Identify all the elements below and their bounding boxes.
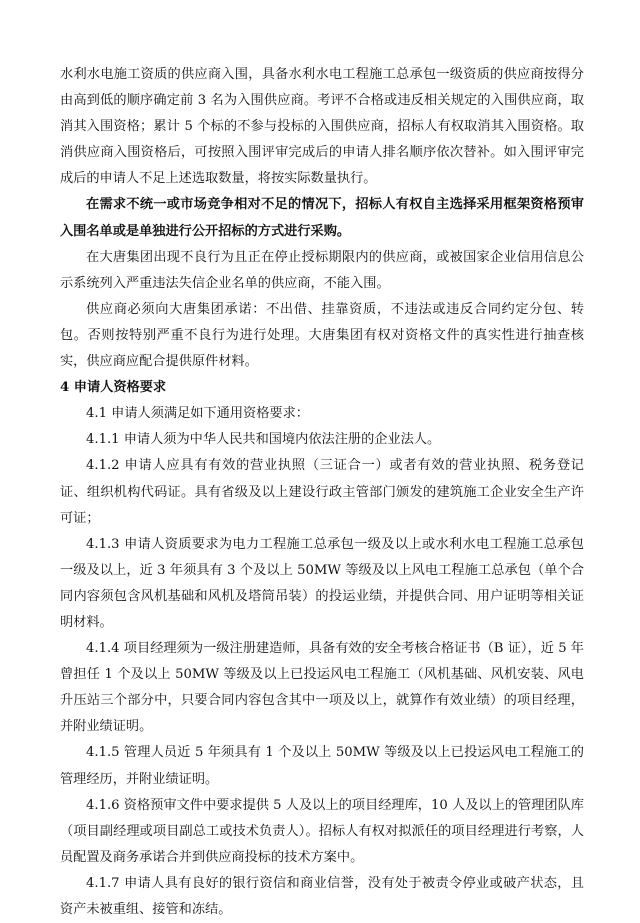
paragraph-exclusion-rule: 在大唐集团出现不良行为且正在停止授标期限内的供应商，或被国家企业信用信息公示系统列入严重违法失信企业名单的供应商，不能入围。 [60, 249, 584, 291]
requirement-4-1-6: 4.1.6 资格预审文件中要求提供 5 人及以上的项目经理库，10 人及以上的管理团队库（项目副经理或项目副总工或技术负责人）。招标人有权对拟派任的项目经理进行考察，人员配置及商务承诺合并到供应商投标的技术方案中。 [60, 797, 584, 865]
requirement-4-1-7: 4.1.7 申请人具有良好的银行资信和商业信誉，没有处于被责令停业或破产状态，且资产未被重组、接管和冻结。 [60, 875, 584, 917]
requirement-4-1-4: 4.1.4 项目经理须为一级注册建造师，具备有效的安全考核合格证书（B 证），近 5 年曾担任 1 个及以上 50MW 等级及以上已投运风电工程施工（风机基础、风机安装、风电升压站三个部分中，只要合同内容包含其中一项及以上，就算作有效业绩）的项目经理，并附业绩证明。 [60, 641, 584, 735]
section-heading-applicant-requirements: 4 申请人资格要求 [60, 380, 167, 396]
paragraph-qualification-ranking: 水利水电施工资质的供应商入围，具备水利水电工程施工总承包一级资质的供应商按得分由高到低的顺序确定前 3 名为入围供应商。考评不合格或违反相关规定的入围供应商，取消其入围资格；累计 5 个标的不参与投标的入围供应商，招标人有权取消其入围资格。取消供应商入围资格后，可按照入围评审完成后的申请人排名顺序依次替补。如入围评审完成后的申请人不足上述选取数量，将按实际数量执行。 [60, 67, 584, 187]
paragraph-supplier-commitment: 供应商必须向大唐集团承诺：不出借、挂靠资质，不违法或违反合同约定分包、转包。否则按特别严重不良行为进行处理。大唐集团有权对资格文件的真实性进行抽查核实，供应商应配合提供原件材料。 [60, 301, 584, 370]
requirement-4-1: 4.1 申请人须满足如下通用资格要求： [86, 406, 309, 422]
document-page [60, 62, 584, 923]
requirement-4-1-5: 4.1.5 管理人员近 5 年须具有 1 个及以上 50MW 等级及以上已投运风电工程施工的管理经历，并附业绩证明。 [60, 745, 584, 787]
paragraph-procurement-method: 在需求不统一或市场竞争相对不足的情况下，招标人有权自主选择采用框架资格预审入围名单或是单独进行公开招标的方式进行采购。 [60, 197, 584, 239]
requirement-4-1-3: 4.1.3 申请人资质要求为电力工程施工总承包一级及以上或水利水电工程施工总承包一级及以上，近 3 年须具有 3 个及以上 50MW 等级及以上风电工程施工总承包（单个合同内容须包含风机基础和风机及塔筒吊装）的投运业绩，并提供合同、用户证明等相关证明材料。 [60, 536, 584, 630]
requirement-4-1-2: 4.1.2 申请人应具有有效的营业执照（三证合一）或者有效的营业执照、税务登记证、组织机构代码证。具有省级及以上建设行政主管部门颁发的建筑施工企业安全生产许可证； [60, 458, 584, 526]
requirement-4-1-1: 4.1.1 申请人须为中华人民共和国境内依法注册的企业法人。 [86, 432, 441, 448]
